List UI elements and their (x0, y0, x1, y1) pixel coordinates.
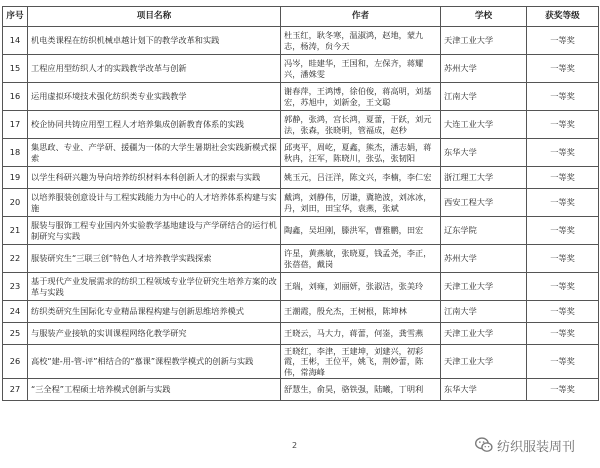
table-row (3, 301, 599, 323)
table-row (3, 273, 599, 301)
table-row (3, 27, 599, 55)
cell-title: 机电类课程在纺织机械卓越计划下的教学改革和实践 (28, 27, 281, 55)
cell-level: 一等奖 (527, 189, 599, 217)
header-title: 项目名称 (28, 7, 281, 27)
cell-school: 西安工程大学 (441, 189, 527, 217)
table-header (3, 7, 599, 27)
cell-level: 一等奖 (527, 323, 599, 345)
cell-level: 一等奖 (527, 27, 599, 55)
header-school: 学校 (441, 7, 527, 27)
cell-level: 一等奖 (527, 83, 599, 111)
cell-level: 一等奖 (527, 55, 599, 83)
wechat-icon (474, 435, 494, 455)
cell-school: 天津工业大学 (441, 273, 527, 301)
cell-title: 运用虚拟环境技术强化纺织类专业实践教学 (28, 83, 281, 111)
cell-title: 校企协同共铸应用型工程人才培养集成创新教育体系的实践 (28, 111, 281, 139)
table-row (3, 55, 599, 83)
cell-title: “三全程”工程硕士培养模式创新与实践 (28, 378, 281, 400)
cell-no: 15 (3, 55, 28, 83)
cell-title: 服装研究生“三联三创”特色人才培养教学实践探索 (28, 245, 281, 273)
cell-title: 与服装产业接轨的实训课程网络化教学研究 (28, 323, 281, 345)
cell-level: 一等奖 (527, 273, 599, 301)
cell-title: 以培养服装创意设计与工程实践能力为中心的人才培养体系构建与实施 (28, 189, 281, 217)
watermark (474, 435, 575, 455)
cell-authors: 谢春萍，王鸿博，徐伯俊，蒋高明，刘基宏，苏旭中，刘新金，王文聪 (281, 83, 441, 111)
cell-authors: 陶鑫，吴坦刚，滕洪军，曹雅鹏，田宏 (281, 217, 441, 245)
cell-no: 20 (3, 189, 28, 217)
table-row (3, 378, 599, 400)
table-row (3, 83, 599, 111)
cell-level: 一等奖 (527, 378, 599, 400)
cell-school: 东华大学 (441, 378, 527, 400)
table-row (3, 167, 599, 189)
cell-school: 江南大学 (441, 301, 527, 323)
cell-no: 16 (3, 83, 28, 111)
cell-title: 工程应用型纺织人才的实践教学改革与创新 (28, 55, 281, 83)
table-row (3, 345, 599, 379)
cell-authors: 王瑞，刘雍，刘丽妍，张淑洁，张美玲 (281, 273, 441, 301)
table-row (3, 245, 599, 273)
cell-school: 大连工业大学 (441, 111, 527, 139)
cell-no: 17 (3, 111, 28, 139)
cell-no: 25 (3, 323, 28, 345)
table-row (3, 111, 599, 139)
cell-authors: 舒慧生，俞昊，骆铁强，陆曦，丁明利 (281, 378, 441, 400)
cell-school: 天津工业大学 (441, 27, 527, 55)
cell-level: 一等奖 (527, 345, 599, 379)
cell-no: 27 (3, 378, 28, 400)
awards-table (2, 6, 599, 401)
cell-level: 一等奖 (527, 139, 599, 167)
watermark-text: 纺织服装周刊 (497, 439, 576, 455)
cell-no: 19 (3, 167, 28, 189)
cell-school: 天津工业大学 (441, 345, 527, 379)
table-row (3, 323, 599, 345)
cell-authors: 邱夷平，周屹，夏鑫，熊杰，潘志娟，蒋秋冉，汪军，陈晓川，张弘，张韧阳 (281, 139, 441, 167)
cell-school: 苏州大学 (441, 245, 527, 273)
page-number: 2 (292, 441, 298, 450)
cell-no: 14 (3, 27, 28, 55)
cell-authors: 王潮霞，殷允杰，王树根，陈坤林 (281, 301, 441, 323)
cell-title: 纺织类研究生国际化专业精品课程构建与创新思维培养模式 (28, 301, 281, 323)
cell-school: 苏州大学 (441, 55, 527, 83)
cell-no: 18 (3, 139, 28, 167)
cell-no: 24 (3, 301, 28, 323)
cell-no: 23 (3, 273, 28, 301)
header-no: 序号 (3, 7, 28, 27)
cell-authors: 郭静，张鸿，宫长鸿，夏蕾，于跃，刘元法，张森，张晓明，管福成，赵秒 (281, 111, 441, 139)
cell-authors: 许星，黄燕敏，张晓夏，钱孟尧，李正，张蓓蓓，戴岗 (281, 245, 441, 273)
cell-level: 一等奖 (527, 217, 599, 245)
cell-authors: 王晓红，李津，王建坤，刘建兴，初彩霞，王彬，王位平，姚飞，荆妙蕾，陈伟，常海峰 (281, 345, 441, 379)
table-body (3, 27, 599, 401)
cell-school: 江南大学 (441, 83, 527, 111)
cell-school: 浙江理工大学 (441, 167, 527, 189)
cell-authors: 王晓云，马大力，蒋蕾，何崟，龚雪燕 (281, 323, 441, 345)
cell-authors: 姚玉元，吕汪洋，陈文兴，李楠，李仁宏 (281, 167, 441, 189)
header-level: 获奖等级 (527, 7, 599, 27)
cell-title: 集思政、专业、产学研、援疆为一体的大学生暑期社会实践新模式探索 (28, 139, 281, 167)
cell-level: 一等奖 (527, 111, 599, 139)
cell-no: 26 (3, 345, 28, 379)
table-row (3, 139, 599, 167)
cell-level: 一等奖 (527, 167, 599, 189)
cell-title: 高校“建-用-管-评”相结合的“慕课”课程教学模式的创新与实践 (28, 345, 281, 379)
cell-school: 辽东学院 (441, 217, 527, 245)
cell-school: 天津工业大学 (441, 323, 527, 345)
cell-level: 一等奖 (527, 245, 599, 273)
cell-title: 服装与服饰工程专业国内外实验教学基地建设与产学研结合的运行机制研究与实践 (28, 217, 281, 245)
cell-authors: 戴鸿，刘静伟，厉谦，冀艳波，刘冰冰，丹，刘田，田宝华，袁燕，张斌 (281, 189, 441, 217)
cell-no: 22 (3, 245, 28, 273)
cell-school: 东华大学 (441, 139, 527, 167)
header-authors: 作者 (281, 7, 441, 27)
cell-title: 以学生科研兴趣为导向培养纺织材料本科创新人才的探索与实践 (28, 167, 281, 189)
cell-authors: 杜玉红，耿冬寒，温淑鸿，赵地，蒙九志，杨涛，贠今天 (281, 27, 441, 55)
cell-title: 基于现代产业发展需求的纺织工程领域专业学位研究生培养方案的改革与实践 (28, 273, 281, 301)
cell-level: 一等奖 (527, 301, 599, 323)
cell-authors: 冯岑，眭建华，王国和，左保齐，蒋耀兴，潘姝雯 (281, 55, 441, 83)
cell-no: 21 (3, 217, 28, 245)
table-row (3, 189, 599, 217)
table-row (3, 217, 599, 245)
